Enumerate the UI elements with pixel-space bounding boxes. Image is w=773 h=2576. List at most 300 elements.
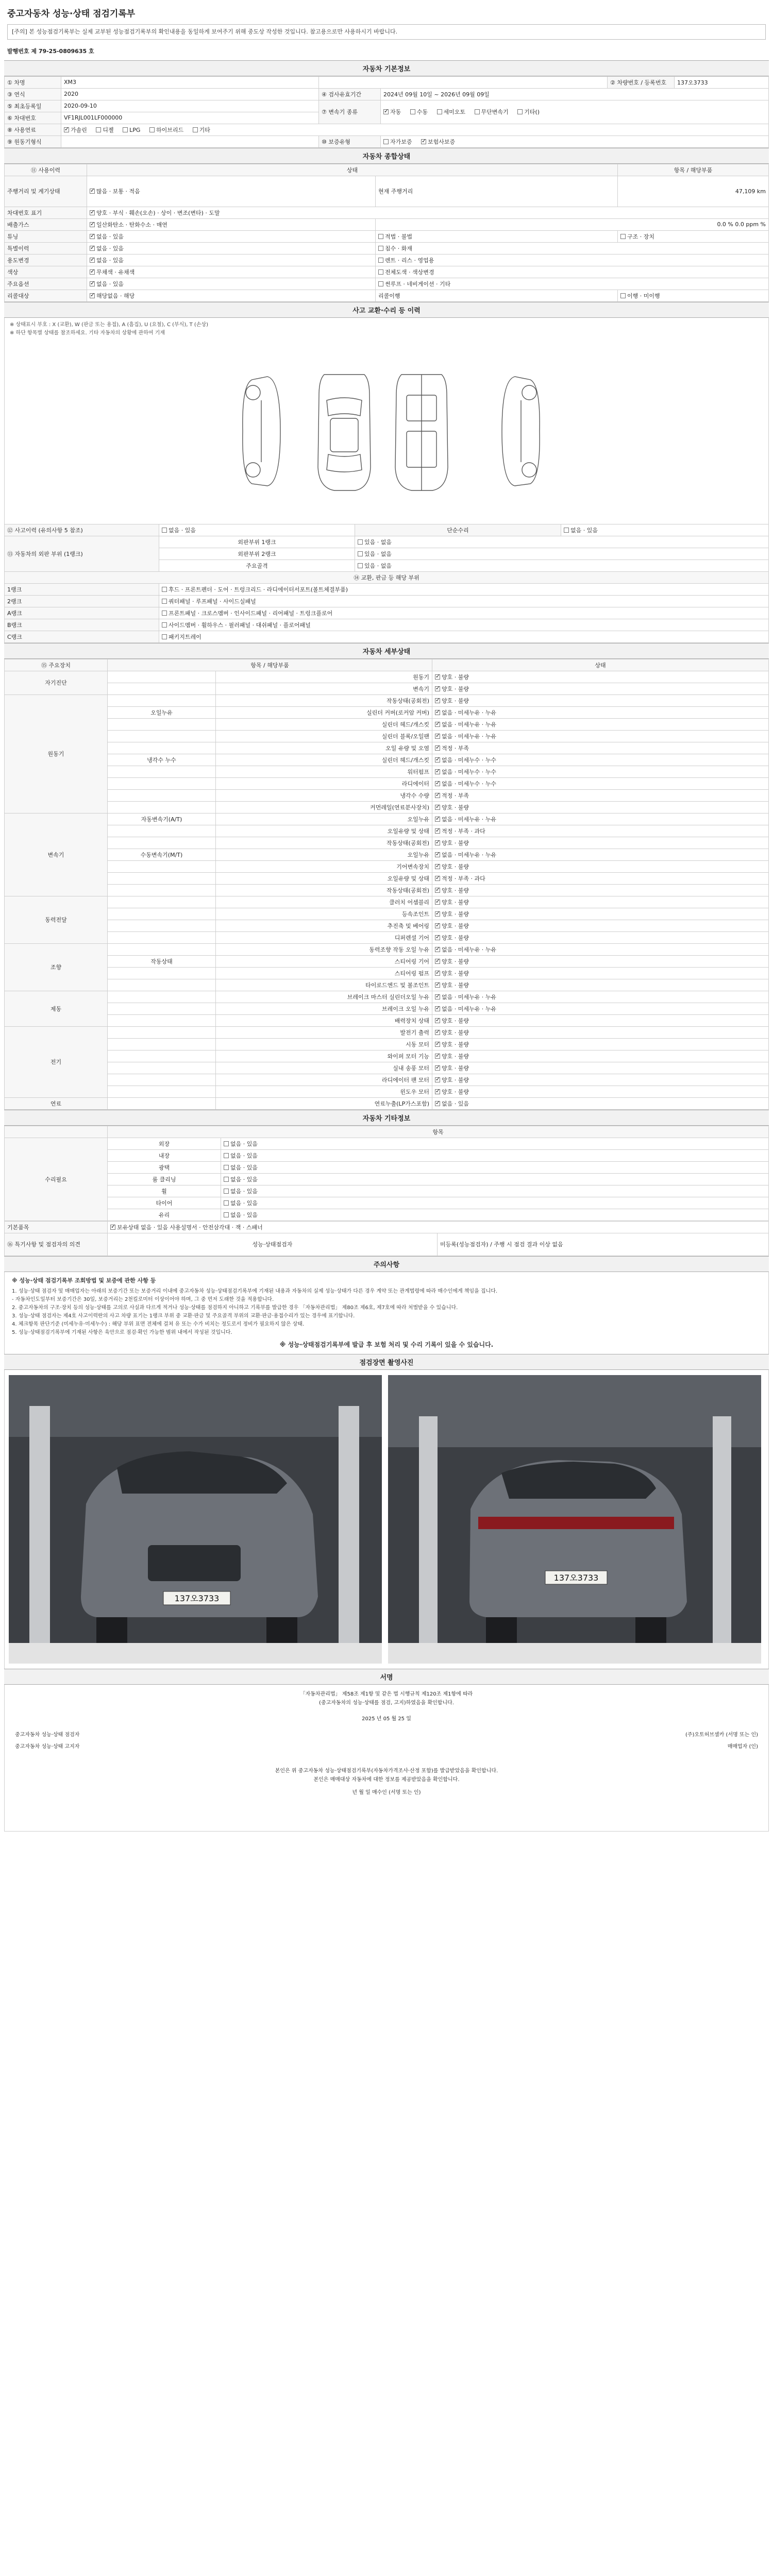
- detail-row: [5, 1003, 769, 1014]
- checkbox: [435, 745, 440, 751]
- general-state: ✓ 없음 · 있음: [87, 278, 376, 290]
- checkbox: [435, 994, 440, 999]
- eval-row-label: 주요골격: [159, 560, 355, 571]
- detail-state: ✓ 양호 · 불량: [432, 1014, 769, 1026]
- dealer-value: 매매업자 (인): [727, 1743, 758, 1750]
- eval-row-value: 있음 · 없음: [355, 560, 769, 571]
- detail-subgroup: [108, 991, 216, 1003]
- general-state: ✓ 없음 · 있음: [87, 254, 376, 266]
- detail-subgroup: [108, 730, 216, 742]
- section-frame: 사고 교환·수리 등 이력: [4, 302, 769, 318]
- note-line: 3. 성능·상태 점검자는 제4호 사고이력란의 사고 차량 표기는 1랭크 부위 중 교환·판금 및 주요골격 부위의 교환·판금·용접수리가 있는 경우에 표기합니다.: [12, 1313, 355, 1319]
- detail-state: ✓ 양호 · 불량: [432, 955, 769, 967]
- opinion-value: 미등록(성능점검자) / 주행 시 점검 결과 이상 없음: [438, 1233, 769, 1256]
- detail-state: ✓ 적정 · 부족: [432, 742, 769, 754]
- detail-state: ✓ 양호 · 불량: [432, 683, 769, 694]
- detail-group-label: 변속기: [5, 813, 108, 896]
- general-right2: 구조 · 장치: [618, 230, 769, 242]
- detail-row: [5, 872, 769, 884]
- detail-item: 연료누출(LP가스포함): [216, 1097, 432, 1109]
- photos-row: [4, 1370, 769, 1669]
- warranty-options: 자가보증 ✓ 보험사보증: [381, 135, 769, 147]
- detail-item: 워터펌프: [216, 766, 432, 777]
- detail-state: ✓ 양호 · 불량: [432, 860, 769, 872]
- extra-item: 유리: [108, 1209, 221, 1221]
- general-table: [4, 164, 769, 302]
- eval-label: ⑬ 자동차의 외판 부위 (1랭크): [5, 536, 159, 571]
- detail-row: [5, 1074, 769, 1086]
- extra-row: [5, 1149, 769, 1161]
- checkbox: [435, 935, 440, 940]
- inspector-value: (주)오토허브셀카 (서명 또는 인): [685, 1732, 758, 1738]
- detail-row: [5, 789, 769, 801]
- detail-row: [5, 1086, 769, 1097]
- detail-subgroup: [108, 1097, 216, 1109]
- detail-item: 오일 유량 및 오염: [216, 742, 432, 754]
- detail-row: [5, 730, 769, 742]
- detail-group-label: 전기: [5, 1026, 108, 1097]
- checkbox: [64, 127, 69, 132]
- detail-subgroup: [108, 1074, 216, 1086]
- detail-item: 작동상태(공회전): [216, 884, 432, 896]
- detail-subgroup: [108, 860, 216, 872]
- detail-subgroup: [108, 777, 216, 789]
- checkbox: [435, 1054, 440, 1059]
- detail-subgroup: [108, 1038, 216, 1050]
- rank-label: 2랭크: [5, 595, 159, 607]
- notes-title: ※ 성능·상태 점검기록부 조회방법 및 보증에 관한 사항 등: [12, 1277, 156, 1284]
- detail-state: ✓ 양호 · 불량: [432, 908, 769, 920]
- column-header: ⑪ 사용이력: [5, 164, 87, 176]
- general-right2: 이행 · 미이행: [618, 290, 769, 301]
- accident-table: [4, 524, 769, 643]
- detail-subgroup: 수동변속기(M/T): [108, 849, 216, 860]
- detail-item: 스티어링 기어: [216, 955, 432, 967]
- extra-item: 룸 클리닝: [108, 1173, 221, 1185]
- note-line: 1. 성능·상태 점검자 및 매매업자는 아래의 보증기간 또는 보증거리 이내에 중고자동차 성능·상태점검기록부에 기재된 내용과 자동차의 실제 성능·상태가 다른 경우 계약 또는 관계법령에 따라 매수인에게 책임을 집니다.: [12, 1288, 498, 1294]
- rear-photo: [388, 1375, 761, 1664]
- dealer-label: 중고자동차 성능·상태 고지자: [15, 1743, 80, 1750]
- detail-row: [5, 991, 769, 1003]
- detail-subgroup: [108, 789, 216, 801]
- detail-item: 실린더 블록/오일팬: [216, 730, 432, 742]
- detail-item: 라디에이터: [216, 777, 432, 789]
- section-notes: 주의사항: [4, 1256, 769, 1272]
- detail-subgroup: [108, 742, 216, 754]
- detail-item: 발전기 출력: [216, 1026, 432, 1038]
- rank-parts: 패키지트레이: [159, 631, 769, 642]
- rank-label: A랭크: [5, 607, 159, 619]
- detail-group-label: 자기진단: [5, 671, 108, 694]
- checkbox: [435, 769, 440, 774]
- detail-row: [5, 920, 769, 931]
- sign-line: 본인은 위 중고자동차 성능·상태점검기록부(자동차가격조사·산정 포함)를 발급받았음을 확인합니다.: [275, 1768, 498, 1774]
- extra-row: [5, 1197, 769, 1209]
- opinion-sub: 성능·상태점검자: [108, 1233, 438, 1256]
- detail-item: 등속조인트: [216, 908, 432, 920]
- detail-state: ✓ 양호 · 불량: [432, 967, 769, 979]
- detail-subgroup: [108, 801, 216, 813]
- document-number: [4, 43, 769, 60]
- checkbox: [517, 109, 523, 114]
- detail-row: [5, 1050, 769, 1062]
- detail-subgroup: [108, 837, 216, 849]
- checkbox: [435, 1065, 440, 1071]
- basic-label: ⑨ 원동기형식: [5, 135, 61, 147]
- general-label: 주요옵션: [5, 278, 87, 290]
- detail-item: 스티어링 펌프: [216, 967, 432, 979]
- checkbox: [435, 722, 440, 727]
- checkbox: [421, 139, 426, 144]
- section-detail: 자동차 세부상태: [4, 643, 769, 659]
- inspection-document: [4, 3, 769, 1832]
- eval-row-label: 외판부위 2랭크: [159, 548, 355, 560]
- docno-value: 79-25-0809635 호: [38, 47, 94, 55]
- detail-row: [5, 754, 769, 766]
- detail-row: [5, 777, 769, 789]
- detail-item: 브레이크 마스터 실린더오일 누유: [216, 991, 432, 1003]
- checkbox: [435, 1042, 440, 1047]
- detail-item: 작동상태(공회전): [216, 694, 432, 706]
- detail-subgroup: [108, 931, 216, 943]
- extra-state: 없음 · 있음: [221, 1185, 769, 1197]
- checkbox: [123, 127, 128, 132]
- detail-item: 원동기: [216, 671, 432, 683]
- detail-subgroup: 작동상태: [108, 955, 216, 967]
- detail-item: 오일유량 및 상태: [216, 872, 432, 884]
- detail-row: [5, 813, 769, 825]
- sign-area: [4, 1685, 769, 1832]
- diagram-legend: ※ 상태표시 부호 : X (교환), W (판금 또는 용접), A (흠집), U (요철), C (부식), T (손상) ※ 하단 항목별 상태를 참조하세요. 기타 자동차의 상황에 관하여 기재: [10, 321, 209, 336]
- basic-table: [4, 76, 769, 148]
- detail-subgroup: [108, 683, 216, 694]
- basic-label: ③ 연식: [5, 88, 61, 100]
- detail-state: ✓ 양호 · 불량: [432, 671, 769, 683]
- column-header: 상태: [87, 164, 618, 176]
- checkbox: [435, 793, 440, 798]
- detail-subgroup: [108, 1050, 216, 1062]
- detail-item: 냉각수 수량: [216, 789, 432, 801]
- general-right: 렌트 · 리스 · 영업용: [376, 254, 769, 266]
- detail-state: ✓ 없음 · 미세누유 · 누유: [432, 813, 769, 825]
- general-label: 배출가스: [5, 218, 87, 230]
- detail-item: 실린더 커버(로커암 커버): [216, 706, 432, 718]
- notes-warning: ※ 성능·상태점검기록부에 발급 후 보험 처리 및 수리 기록이 있을 수 있습니다.: [279, 1341, 494, 1348]
- buyer-sign: 년 월 일 매수인 (서명 또는 인): [352, 1789, 421, 1795]
- detail-item: 배력장치 상태: [216, 1014, 432, 1026]
- checkbox: [435, 900, 440, 905]
- detail-group-label: 제동: [5, 991, 108, 1026]
- detail-subgroup: [108, 825, 216, 837]
- detail-item: 추진축 및 베어링: [216, 920, 432, 931]
- checkbox: [224, 1165, 229, 1170]
- detail-state: ✓ 적정 · 부족: [432, 789, 769, 801]
- sign-date: 2025 년 05 월 25 일: [362, 1716, 411, 1722]
- detail-subgroup: [108, 694, 216, 706]
- detail-subgroup: [108, 1014, 216, 1026]
- basic-value: XM3: [61, 76, 319, 88]
- detail-state: ✓ 없음 · 미세누유 · 누유: [432, 849, 769, 860]
- detail-row: [5, 801, 769, 813]
- extra-state: 없음 · 있음: [221, 1197, 769, 1209]
- checkbox: [435, 888, 440, 893]
- inspector-label: 중고자동차 성능·상태 점검자: [15, 1732, 80, 1738]
- detail-state: ✓ 없음 · 미세누유 · 누유: [432, 1003, 769, 1014]
- detail-state: ✓ 양호 · 불량: [432, 801, 769, 813]
- detail-state: ✓ 양호 · 불량: [432, 1026, 769, 1038]
- detail-subgroup: [108, 1086, 216, 1097]
- car-outline-diagram: [231, 364, 551, 498]
- eval-row-value: 있음 · 없음: [355, 536, 769, 548]
- checkbox: [435, 864, 440, 869]
- detail-row: [5, 908, 769, 920]
- basic-label: ② 차량번호 / 등록번호: [608, 76, 675, 88]
- detail-state: ✓ 없음 · 있음: [432, 1097, 769, 1109]
- general-state: ✓ 많음 · 보통 · 적음: [87, 176, 376, 207]
- extra-item: 타이어: [108, 1197, 221, 1209]
- extra-state: 없음 · 있음: [221, 1138, 769, 1149]
- checkbox: [435, 781, 440, 786]
- general-state: ✓ 무채색 · 유채색: [87, 266, 376, 278]
- checkbox: [435, 959, 440, 964]
- general-label: 리콜대상: [5, 290, 87, 301]
- checkbox: [224, 1200, 229, 1206]
- detail-state: ✓ 없음 · 미세누유 · 누유: [432, 718, 769, 730]
- detail-state: ✓ 양호 · 불량: [432, 884, 769, 896]
- parts-header: ⑭ 교환, 판금 등 해당 부위: [5, 571, 769, 583]
- checkbox: [435, 828, 440, 834]
- detail-row: [5, 1026, 769, 1038]
- general-label: 차대번호 표기: [5, 207, 87, 218]
- detail-item: 변속기: [216, 683, 432, 694]
- detail-state: ✓ 양호 · 불량: [432, 920, 769, 931]
- detail-item: 디퍼렌셜 기어: [216, 931, 432, 943]
- detail-item: 클러치 어셈블리: [216, 896, 432, 908]
- checkbox: [224, 1212, 229, 1217]
- detail-state: ✓ 양호 · 불량: [432, 1050, 769, 1062]
- checkbox: [435, 947, 440, 952]
- detail-item: 실린더 헤드/개스킷: [216, 718, 432, 730]
- detail-state: ✓ 없음 · 미세누수 · 누수: [432, 754, 769, 766]
- checkbox: [435, 982, 440, 988]
- detail-table: [4, 659, 769, 1110]
- detail-state: ✓ 양호 · 불량: [432, 837, 769, 849]
- extra-state: 없음 · 있음: [221, 1161, 769, 1173]
- docno-label: 발행번호 제: [7, 47, 37, 55]
- basic-items-value: ✓ 보유상태 없음 · 있음 사용설명서 · 안전삼각대 · 잭 · 스패너: [108, 1221, 769, 1233]
- detail-group-label: 조향: [5, 943, 108, 991]
- general-right: 리콜이행: [376, 290, 618, 301]
- section-general: 자동차 종합상태: [4, 148, 769, 164]
- detail-row: [5, 825, 769, 837]
- detail-subgroup: [108, 1003, 216, 1014]
- checkbox: [475, 109, 480, 114]
- detail-subgroup: [108, 1026, 216, 1038]
- extra-item: 광택: [108, 1161, 221, 1173]
- extra-state: 없음 · 있음: [221, 1173, 769, 1185]
- checkbox: [224, 1153, 229, 1158]
- general-right: 현재 주행거리: [376, 176, 618, 207]
- detail-row: [5, 718, 769, 730]
- checkbox: [435, 674, 440, 680]
- general-state: ✓ 양호 · 부식 · 훼손(오손) · 상이 · 변조(변타) · 도말: [87, 207, 769, 218]
- checkbox: [435, 710, 440, 715]
- detail-subgroup: [108, 718, 216, 730]
- rank-parts: 쿼터패널 · 루프패널 · 사이드실패널: [159, 595, 769, 607]
- column-header: 항목 / 해당부품: [108, 659, 432, 671]
- extra-row: [5, 1161, 769, 1173]
- sign-line: (중고자동차의 성능·상태를 점검, 고지)하였음을 확인합니다.: [319, 1700, 454, 1706]
- detail-item: 타이로드엔드 및 볼조인트: [216, 979, 432, 991]
- rank-label: C랭크: [5, 631, 159, 642]
- checkbox: [435, 1006, 440, 1011]
- note-line: 5. 성능·상태점검기록부에 기재된 사항은 육안으로 점검·확인 가능한 범위 내에서 작성된 것입니다.: [12, 1329, 232, 1335]
- detail-row: [5, 671, 769, 683]
- rank-parts: 프론트패널 · 크로스멤버 · 인사이드패널 · 리어패널 · 트렁크플로어: [159, 607, 769, 619]
- detail-item: 커먼레일(연료분사장치): [216, 801, 432, 813]
- basic-value: 2020-09-10: [61, 100, 319, 112]
- checkbox: [435, 1101, 440, 1106]
- extra-state: 없음 · 있음: [221, 1209, 769, 1221]
- extra-bottom-table: [4, 1221, 769, 1256]
- detail-row: [5, 931, 769, 943]
- checkbox: [435, 686, 440, 691]
- detail-item: 작동상태(공회전): [216, 837, 432, 849]
- detail-subgroup: [108, 872, 216, 884]
- detail-row: [5, 967, 769, 979]
- detail-subgroup: [108, 884, 216, 896]
- checkbox: [193, 127, 198, 132]
- svg-text:137오3733: 137오3733: [174, 1593, 220, 1603]
- detail-subgroup: [108, 967, 216, 979]
- general-label: 튜닝: [5, 230, 87, 242]
- detail-item: 윈도우 모터: [216, 1086, 432, 1097]
- notice-box: [주의] 본 성능점검기록부는 실제 교부된 성능점검기록부의 확인내용을 동일하게 보여주기 위해 중도상 작성한 것입니다. 참고용으로만 사용하시기 바랍니다.: [7, 24, 766, 40]
- detail-state: ✓ 양호 · 불량: [432, 1038, 769, 1050]
- sign-line: 「자동차관리법」 제58조 제1항 및 같은 법 시행규칙 제120조 제1항에 따라: [300, 1691, 473, 1697]
- detail-row: [5, 884, 769, 896]
- checkbox: [435, 1030, 440, 1035]
- detail-group-label: 연료: [5, 1097, 108, 1109]
- detail-subgroup: 자동변속기(A/T): [108, 813, 216, 825]
- checkbox: [383, 139, 389, 144]
- detail-state: ✓ 양호 · 불량: [432, 979, 769, 991]
- detail-row: [5, 849, 769, 860]
- detail-item: 시동 모터: [216, 1038, 432, 1050]
- section-basic: 자동차 기본정보: [4, 60, 769, 76]
- detail-subgroup: [108, 671, 216, 683]
- section-photos: 점검장면 촬영사진: [4, 1354, 769, 1370]
- checkbox: [435, 1077, 440, 1082]
- basic-value: 2024년 09월 10일 ~ 2026년 09월 09일: [381, 88, 769, 100]
- general-right: 썬루프 · 네비게이션 · 기타: [376, 278, 769, 290]
- extra-item: 내장: [108, 1149, 221, 1161]
- detail-row: [5, 1014, 769, 1026]
- checkbox: [224, 1177, 229, 1182]
- general-right: 전체도색 · 색상변경: [376, 266, 769, 278]
- front-photo: [9, 1375, 382, 1664]
- checkbox: [435, 852, 440, 857]
- section-extra: 자동차 기타정보: [4, 1110, 769, 1126]
- detail-subgroup: [108, 943, 216, 955]
- checkbox: [435, 805, 440, 810]
- detail-state: ✓ 적정 · 부족 · 과다: [432, 872, 769, 884]
- detail-state: ✓ 없음 · 미세누수 · 누수: [432, 777, 769, 789]
- eval-row-label: 외판부위 1랭크: [159, 536, 355, 548]
- checkbox: [435, 1018, 440, 1023]
- detail-row: [5, 896, 769, 908]
- detail-state: ✓ 양호 · 불량: [432, 1074, 769, 1086]
- checkbox: [435, 840, 440, 845]
- checkbox: [410, 109, 415, 114]
- detail-state: ✓ 양호 · 불량: [432, 896, 769, 908]
- basic-label: ⑦ 변속기 종류: [319, 100, 381, 124]
- detail-state: ✓ 없음 · 미세누유 · 누유: [432, 943, 769, 955]
- detail-state: ✓ 양호 · 불량: [432, 931, 769, 943]
- detail-subgroup: 냉각수 누수: [108, 754, 216, 766]
- detail-state: ✓ 없음 · 미세누유 · 누유: [432, 730, 769, 742]
- detail-row: [5, 694, 769, 706]
- document-title: 중고자동차 성능·상태 점검기록부: [7, 9, 136, 19]
- section-sign: 서명: [4, 1669, 769, 1685]
- eval-row-value: 있음 · 없음: [355, 548, 769, 560]
- detail-state: ✓ 없음 · 미세누유 · 누유: [432, 706, 769, 718]
- svg-text:137오3733: 137오3733: [553, 1572, 599, 1583]
- detail-item: 오일유량 및 상태: [216, 825, 432, 837]
- basic-value: 137오3733: [675, 76, 769, 88]
- transmission-options: ✓ 자동 수동 세미오토 무단변속기 기타(): [381, 100, 769, 124]
- detail-subgroup: [108, 1062, 216, 1074]
- simple-repair-value: 없음 · 있음: [561, 524, 769, 536]
- detail-row: [5, 979, 769, 991]
- general-state: ✓ 없음 · 있음: [87, 230, 376, 242]
- basic-label: ① 차명: [5, 76, 61, 88]
- detail-item: 와이퍼 모터 기능: [216, 1050, 432, 1062]
- rank-parts: 사이드멤버 · 휠하우스 · 필러패널 · 대쉬패널 · 플로어패널: [159, 619, 769, 631]
- rank-label: B랭크: [5, 619, 159, 631]
- basic-label: ⑤ 최초등록일: [5, 100, 61, 112]
- detail-subgroup: [108, 908, 216, 920]
- detail-row: [5, 706, 769, 718]
- column-header: 상태: [432, 659, 769, 671]
- rank-parts: 후드 · 프론트펜더 · 도어 · 트렁크리드 · 라디에이터서포트(볼트체결부품): [159, 583, 769, 595]
- general-state: ✓ 일산화탄소 · 탄화수소 · 매연: [87, 218, 376, 230]
- checkbox: [149, 127, 155, 132]
- basic-value: 2020: [61, 88, 319, 100]
- sign-line: 본인은 매매대상 자동차에 대한 정보를 제공받았음을 확인합니다.: [313, 1776, 460, 1783]
- detail-group-label: 동력전달: [5, 896, 108, 943]
- detail-item: 동력조향 작동 오일 누유: [216, 943, 432, 955]
- column-header: ⑮ 주요장치: [5, 659, 108, 671]
- note-line: - 자동차인도일부터 보증기간은 30일, 보증거리는 2천킬로미터 이상이어야 하며, 그 중 먼저 도래한 것을 적용합니다.: [12, 1296, 274, 1302]
- extra-group-label: 수리필요: [5, 1138, 108, 1221]
- detail-state: ✓ 양호 · 불량: [432, 1086, 769, 1097]
- general-right: 0.0 % 0.0 ppm %: [376, 218, 769, 230]
- detail-item: 실린더 헤드/개스킷: [216, 754, 432, 766]
- simple-repair-label: 단순수리: [355, 524, 561, 536]
- detail-row: [5, 860, 769, 872]
- extra-row: [5, 1138, 769, 1149]
- extra-row: [5, 1209, 769, 1221]
- checkbox: [435, 923, 440, 928]
- detail-row: [5, 1062, 769, 1074]
- detail-row: [5, 1097, 769, 1109]
- basic-items-label: 기본품목: [5, 1221, 108, 1233]
- accident-label: ⑫ 사고이력 (유의사항 5 참조): [5, 524, 159, 536]
- checkbox: [437, 109, 442, 114]
- accident-value: 없음 · 있음: [159, 524, 355, 536]
- general-label: 특별이력: [5, 242, 87, 254]
